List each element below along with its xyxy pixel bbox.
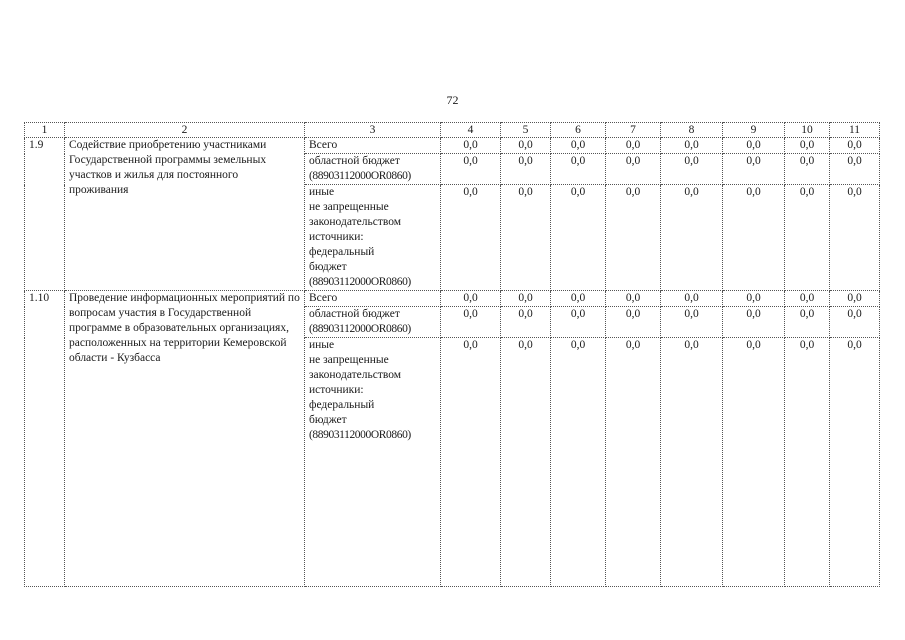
funding-source	[305, 138, 441, 154]
funding-source-line: федеральный	[309, 399, 375, 411]
header-cell: 6	[551, 123, 606, 138]
funding-source-line: федеральный	[309, 246, 375, 258]
value-cell: 0,0	[501, 291, 551, 307]
value-cell: 0,0	[661, 154, 723, 185]
page-number: 72	[446, 93, 459, 107]
value-cell: 0,0	[501, 307, 551, 338]
funding-source-line: источники:	[309, 231, 364, 243]
value-cell: 0,0	[501, 138, 551, 154]
funding-source	[305, 154, 441, 185]
funding-source	[305, 338, 441, 587]
value-cell: 0,0	[723, 154, 785, 185]
funding-source-line: источники:	[309, 384, 364, 396]
value-cell: 0,0	[441, 138, 501, 154]
value-cell: 0,0	[551, 138, 606, 154]
funding-source-line: (88903112000OR0860)	[309, 276, 411, 288]
value-cell: 0,0	[830, 307, 880, 338]
activity-name: Проведение информационных мероприятий по вопросам участия в Государственной программе в образовательных организациях, расположенных на территории Кемеровской области - Кузбасса	[65, 291, 305, 587]
value-cell: 0,0	[441, 185, 501, 291]
value-cell: 0,0	[606, 307, 661, 338]
funding-source	[305, 291, 441, 307]
funding-source-line: Всего	[309, 292, 338, 304]
row-index: 1.10	[25, 291, 65, 587]
budget-table	[24, 122, 880, 587]
value-cell: 0,0	[441, 291, 501, 307]
header-cell: 4	[441, 123, 501, 138]
value-cell: 0,0	[441, 154, 501, 185]
funding-source-line: (88903112000OR0860)	[309, 429, 411, 441]
header-cell: 9	[723, 123, 785, 138]
funding-source-line: (88903112000OR0860)	[309, 170, 411, 182]
table-row	[25, 291, 880, 307]
value-cell: 0,0	[723, 307, 785, 338]
header-cell: 11	[830, 123, 880, 138]
value-cell: 0,0	[785, 185, 830, 291]
value-cell: 0,0	[723, 291, 785, 307]
funding-source-line: (88903112000OR0860)	[309, 323, 411, 335]
funding-source-line: законодательством	[309, 369, 402, 381]
value-cell: 0,0	[661, 338, 723, 587]
header-cell: 7	[606, 123, 661, 138]
value-cell: 0,0	[551, 185, 606, 291]
funding-source-line: не запрещенные	[309, 201, 389, 213]
value-cell: 0,0	[501, 154, 551, 185]
header-cell: 10	[785, 123, 830, 138]
value-cell: 0,0	[661, 138, 723, 154]
funding-source-line: бюджет	[309, 261, 347, 273]
header-cell: 1	[25, 123, 65, 138]
value-cell: 0,0	[785, 338, 830, 587]
funding-source-line: иные	[309, 339, 335, 351]
value-cell: 0,0	[606, 291, 661, 307]
value-cell: 0,0	[606, 185, 661, 291]
value-cell: 0,0	[661, 185, 723, 291]
header-row	[25, 123, 880, 138]
value-cell: 0,0	[606, 338, 661, 587]
funding-source-line: Всего	[309, 139, 338, 151]
value-cell: 0,0	[830, 291, 880, 307]
value-cell: 0,0	[501, 338, 551, 587]
value-cell: 0,0	[551, 338, 606, 587]
value-cell: 0,0	[723, 338, 785, 587]
value-cell: 0,0	[441, 307, 501, 338]
value-cell: 0,0	[606, 138, 661, 154]
value-cell: 0,0	[661, 307, 723, 338]
header-cell: 3	[305, 123, 441, 138]
header-cell: 8	[661, 123, 723, 138]
value-cell: 0,0	[551, 154, 606, 185]
funding-source-line: бюджет	[309, 414, 347, 426]
funding-source-line: областной бюджет	[309, 308, 400, 320]
header-cell: 2	[65, 123, 305, 138]
funding-source	[305, 307, 441, 338]
value-cell: 0,0	[723, 185, 785, 291]
value-cell: 0,0	[785, 154, 830, 185]
funding-source-line: законодательством	[309, 216, 402, 228]
value-cell: 0,0	[830, 185, 880, 291]
value-cell: 0,0	[606, 154, 661, 185]
activity-name: Содействие приобретению участниками Государственной программы земельных участков и жилья для постоянного проживания	[65, 138, 305, 291]
value-cell: 0,0	[441, 338, 501, 587]
funding-source-line: не запрещенные	[309, 354, 389, 366]
value-cell: 0,0	[501, 185, 551, 291]
value-cell: 0,0	[723, 138, 785, 154]
value-cell: 0,0	[785, 291, 830, 307]
value-cell: 0,0	[551, 307, 606, 338]
value-cell: 0,0	[785, 307, 830, 338]
value-cell: 0,0	[551, 291, 606, 307]
funding-source-line: областной бюджет	[309, 155, 400, 167]
row-index: 1.9	[25, 138, 65, 291]
value-cell: 0,0	[785, 138, 830, 154]
value-cell: 0,0	[830, 338, 880, 587]
value-cell: 0,0	[830, 154, 880, 185]
funding-source-line: иные	[309, 186, 335, 198]
value-cell: 0,0	[830, 138, 880, 154]
funding-source	[305, 185, 441, 291]
table-row	[25, 138, 880, 154]
header-cell: 5	[501, 123, 551, 138]
value-cell: 0,0	[661, 291, 723, 307]
